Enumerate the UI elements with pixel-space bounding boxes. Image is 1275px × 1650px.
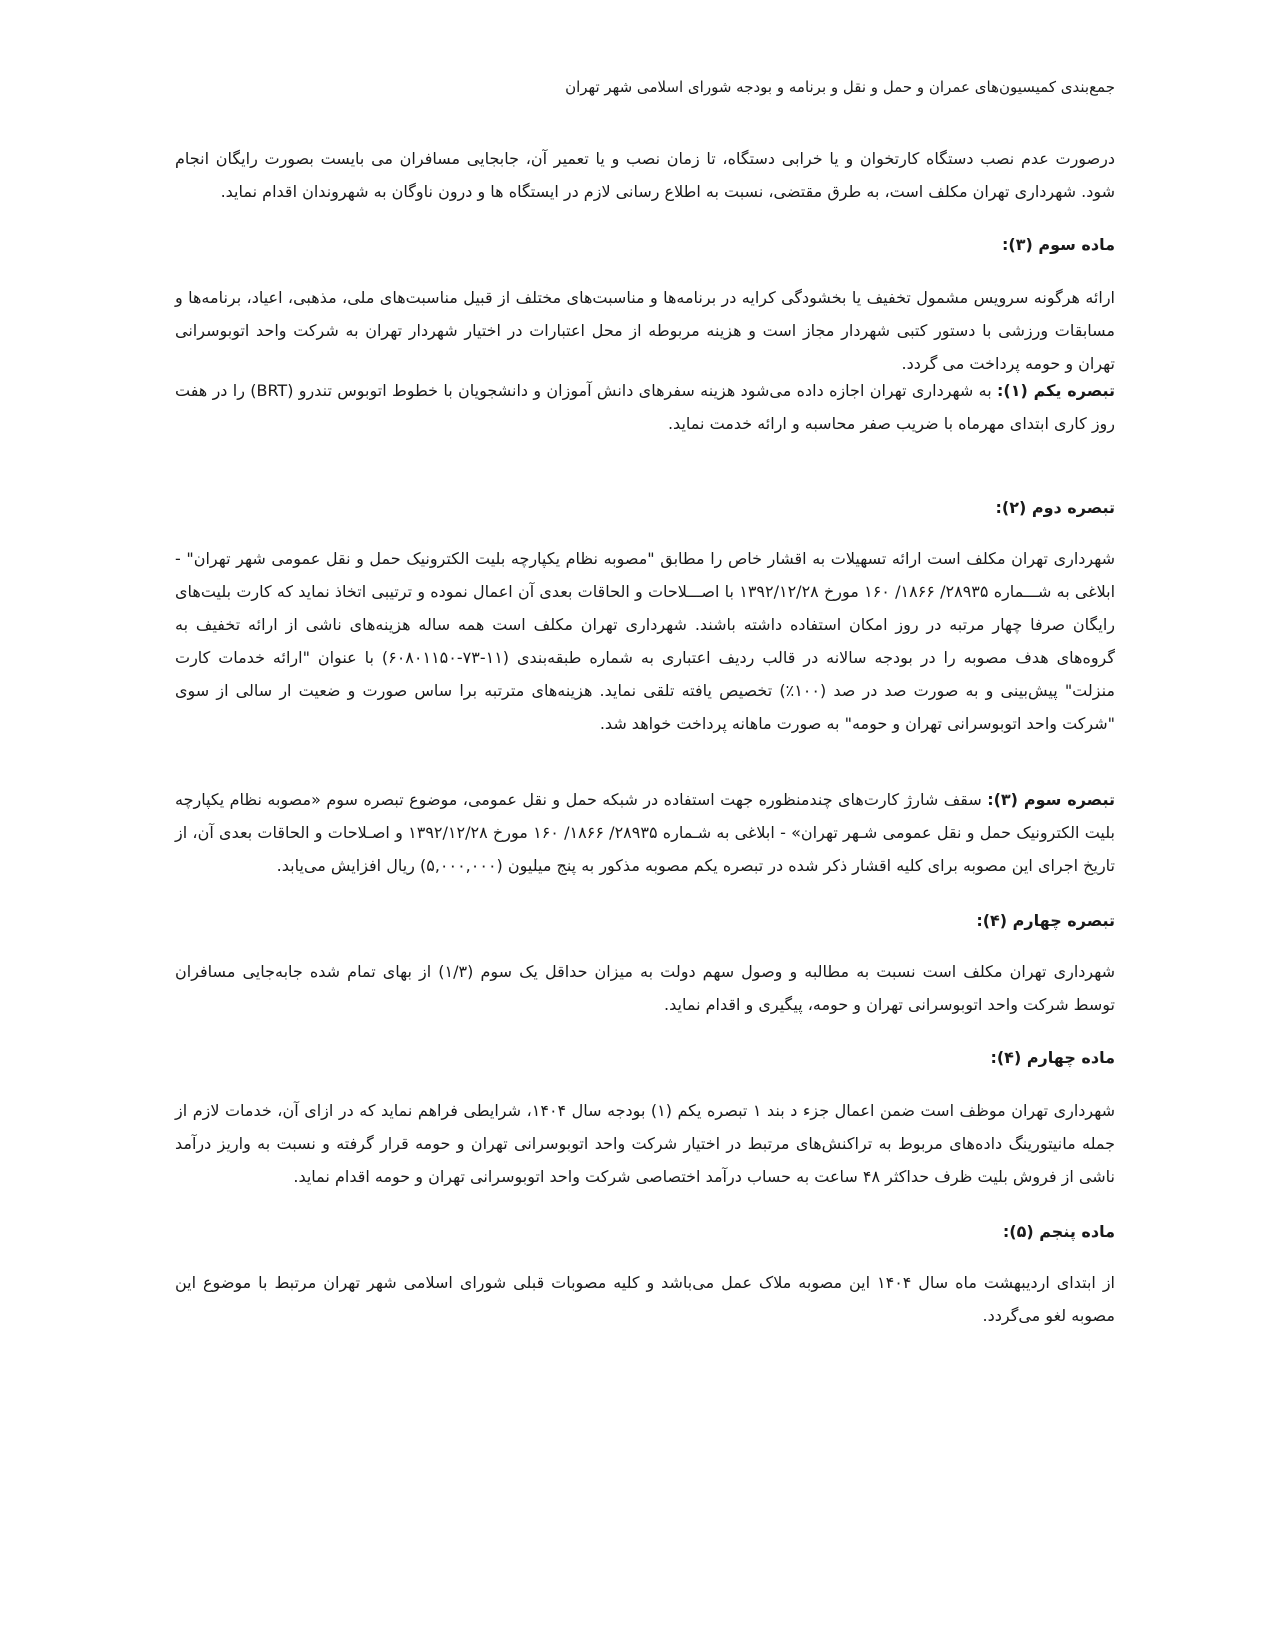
heading-article-4: ماده چهارم (۴): xyxy=(990,1048,1115,1067)
paragraph-effective-date: از ابتدای اردیبهشت ماه سال ۱۴۰۴ این مصوبه ملاک عمل می‌باشد و کلیه مصوبات قبلی شورای اسلامی شهر تهران مرتبط با موضوع این مصوبه لغو می‌گردد. xyxy=(175,1273,1115,1325)
note-1-label: تبصره یکم (۱): xyxy=(997,381,1116,400)
paragraph-government-share: شهرداری تهران مکلف است نسبت به مطالبه و وصول سهم دولت به میزان حداقل یک سوم (۱/۳) از بهای تمام شده جابه‌جایی مسافران توسط شرکت واحد اتوبوسرانی تهران و حومه، پیگیری و اقدام نماید. xyxy=(175,962,1115,1014)
note-1-text: به شهرداری تهران اجازه داده می‌شود هزینه سفرهای دانش آموزان و دانشجویان با خطوط اتوبوس تندرو (BRT) را در هفت روز کاری ابتدای مهرماه با ضریب صفر محاسبه و ارائه خدمت نماید. xyxy=(175,381,1115,433)
heading-article-5: ماده پنجم (۵): xyxy=(1002,1222,1115,1241)
heading-note-2: تبصره دوم (۲): xyxy=(995,498,1115,517)
paragraph-card-reader: درصورت عدم نصب دستگاه کارتخوان و یا خرابی دستگاه، تا زمان نصب و یا تعمیر آن، جابجایی مسافران می بایست بصورت رایگان انجام شود. شهرداری تهران مکلف است، به طرق مقتضی، نسبت به اطلاع رسانی لازم در ایستگاه ها و درون ناوگان به شهروندان اقدام نماید. xyxy=(175,149,1115,201)
note-3-text: سقف شارژ کارت‌های چندمنظوره جهت استفاده در شبکه حمل و نقل عمومی، موضوع تبصره سوم «مصوبه نظام یکپارچه بلیت الکترونیک حمل و نقل عمومی شـهر تهران» - ابلاغی به شـماره ۲۸۹۳۵/ ۱۸۶۶/ ۱۶۰ مورخ ۱۳۹۲/۱۲/۲۸ و اصـلاحات و الحاقات بعدی آن، از تاریخ اجرای این مصوبه برای کلیه اقشار ذکر شده در تبصره یکم مصوبه مذکور به پنج میلیون (۵,۰۰۰,۰۰۰) ریال افزایش می‌یابد. xyxy=(175,790,1115,875)
heading-note-4: تبصره چهارم (۴): xyxy=(976,911,1115,930)
heading-article-3: ماده سوم (۳): xyxy=(1002,235,1115,254)
page-header: جمع‌بندی کمیسیون‌های عمران و حمل و نقل و برنامه و بودجه شورای اسلامی شهر تهران xyxy=(565,78,1115,96)
paragraph-monitoring: شهرداری تهران موظف است ضمن اعمال جزء د بند ۱ تبصره یکم (۱) بودجه سال ۱۴۰۴، شرایطی فراهم نماید که در ازای آن، خدمات لازم از جمله مانیتورینگ داده‌های مربوط به تراکنش‌های مرتبط در اختیار شرکت واحد اتوبوسرانی تهران و حومه قرار گرفته و نسبت به واریز درآمد ناشی از فروش بلیت ظرف حداکثر ۴۸ ساعت به حساب درآمد اختصاصی شرکت واحد اتوبوسرانی تهران و حومه اقدام نماید. xyxy=(175,1101,1116,1186)
note-1-paragraph xyxy=(175,374,1115,440)
paragraph-discount-services: ارائه هرگونه سرویس مشمول تخفیف یا بخشودگی کرایه در برنامه‌ها و مناسبت‌های مختلف از قبیل مناسبت‌های ملی، مذهبی، اعیاد، برنامه‌ها و مسابقات ورزشی با دستور کتبی شهردار مجاز است و هزینه مربوطه از محل اعتبارات در اختیار شهردار تهران به شرکت واحد اتوبوسرانی تهران و حومه پرداخت می گردد. xyxy=(175,288,1115,373)
paragraph-special-groups: شهرداری تهران مکلف است ارائه تسهیلات به اقشار خاص را مطابق "مصوبه نظام یکپارچه بلیت الکترونیک حمل و نقل عمومی شهر تهران" - ابلاغی به شـــماره ۲۸۹۳۵/ ۱۸۶۶/ ۱۶۰ مورخ ۱۳۹۲/۱۲/۲۸ با اصـــلاحات و الحاقات بعدی آن اعمال نموده و ترتیبی اتخاذ نماید که کارت بلیت‌های رایگان صرفا چهار مرتبه در روز امکان استفاده داشته باشند. شهرداری تهران مکلف است همه ساله هزینه‌های ناشی از ارائه تخفیف به گروه‌های هدف مصوبه را در بودجه سالانه در قالب ردیف اعتباری به شماره طبقه‌بندی (۱۱-۷۳-۶۰۸۰۱۱۵۰) با عنوان "ارائه خدمات کارت منزلت" پیش‌بینی و به صورت صد در صد (۱۰۰٪) تخصیص یافته تلقی نماید. هزینه‌های مترتبه برا ساس صورت و ضعیت ار سالی از سوی "شرکت واحد اتوبوسرانی تهران و حومه" به صورت ماهانه پرداخت خواهد شد. xyxy=(175,549,1116,733)
note-3-paragraph xyxy=(175,783,1115,882)
note-3-label: تبصره سوم (۳): xyxy=(987,790,1115,809)
